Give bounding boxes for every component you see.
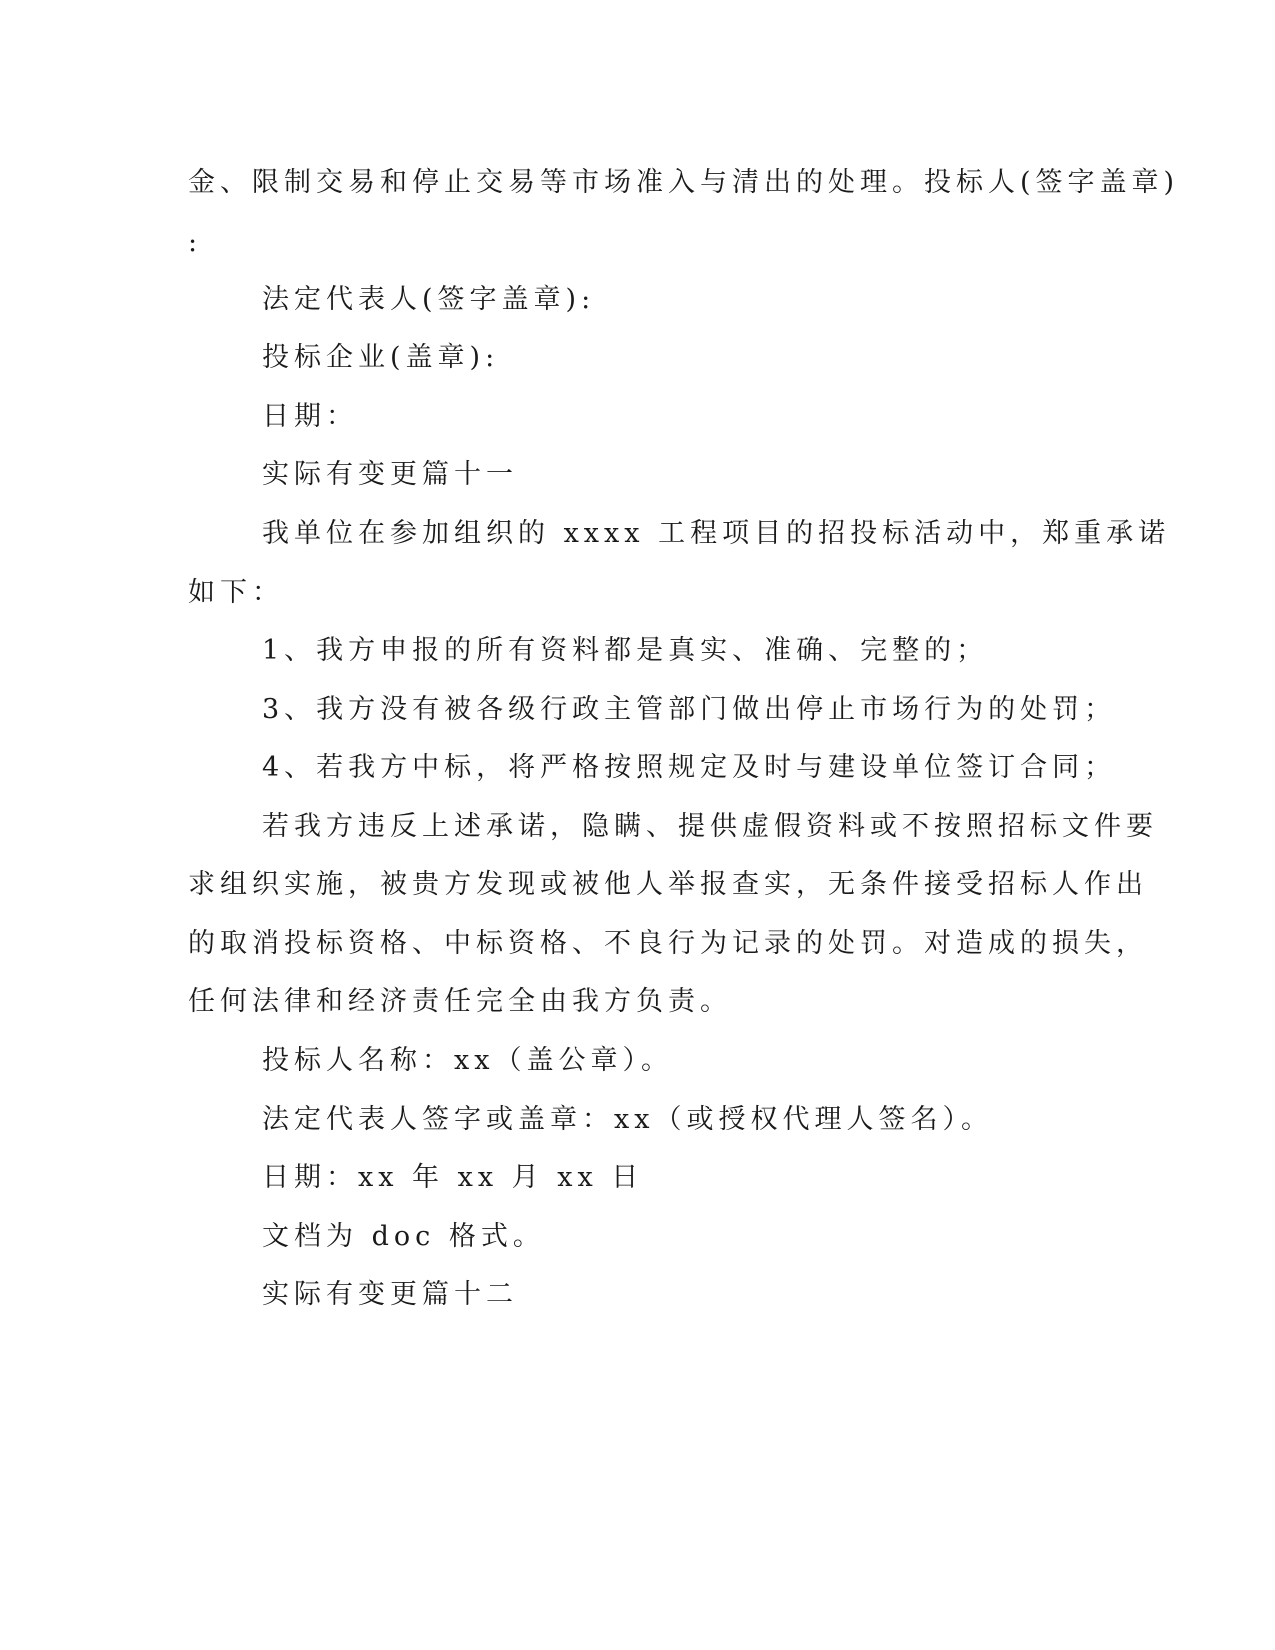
- section-heading: 实际有变更篇十二: [262, 1279, 518, 1310]
- paragraph-line: 我单位在参加组织的 xxxx 工程项目的招投标活动中，郑重承诺: [262, 518, 1171, 549]
- paragraph-line: 文档为 doc 格式。: [262, 1221, 545, 1252]
- paragraph-line: 任何法律和经济责任完全由我方负责。: [188, 986, 732, 1017]
- bidder-name-field: 投标人名称：xx（盖公章）。: [262, 1045, 673, 1076]
- legal-rep-signature-field: 法定代表人签字或盖章：xx（或授权代理人签名）。: [262, 1104, 993, 1135]
- date-field: 日期：: [262, 401, 358, 432]
- signature-field-company: 投标企业(盖章):: [262, 342, 500, 373]
- section-heading: 实际有变更篇十一: [262, 459, 518, 490]
- list-item: 3、我方没有被各级行政主管部门做出停止市场行为的处罚；: [262, 694, 1117, 725]
- paragraph-line: 求组织实施，被贵方发现或被他人举报查实，无条件接受招标人作出: [188, 869, 1148, 900]
- paragraph-line: 若我方违反上述承诺，隐瞒、提供虚假资料或不按照招标文件要: [262, 811, 1158, 842]
- paragraph-line: 金、限制交易和停止交易等市场准入与清出的处理。投标人(签字盖章): [188, 167, 1180, 198]
- paragraph-line: 如下：: [188, 577, 284, 608]
- date-field: 日期：xx 年 xx 月 xx 日: [262, 1162, 644, 1193]
- paragraph-line: :: [188, 227, 203, 258]
- paragraph-line: 的取消投标资格、中标资格、不良行为记录的处罚。对造成的损失，: [188, 928, 1148, 959]
- list-item: 1、我方申报的所有资料都是真实、准确、完整的；: [262, 635, 989, 666]
- signature-field-legal-rep: 法定代表人(签字盖章):: [262, 284, 596, 315]
- list-item: 4、若我方中标，将严格按照规定及时与建设单位签订合同；: [262, 752, 1117, 783]
